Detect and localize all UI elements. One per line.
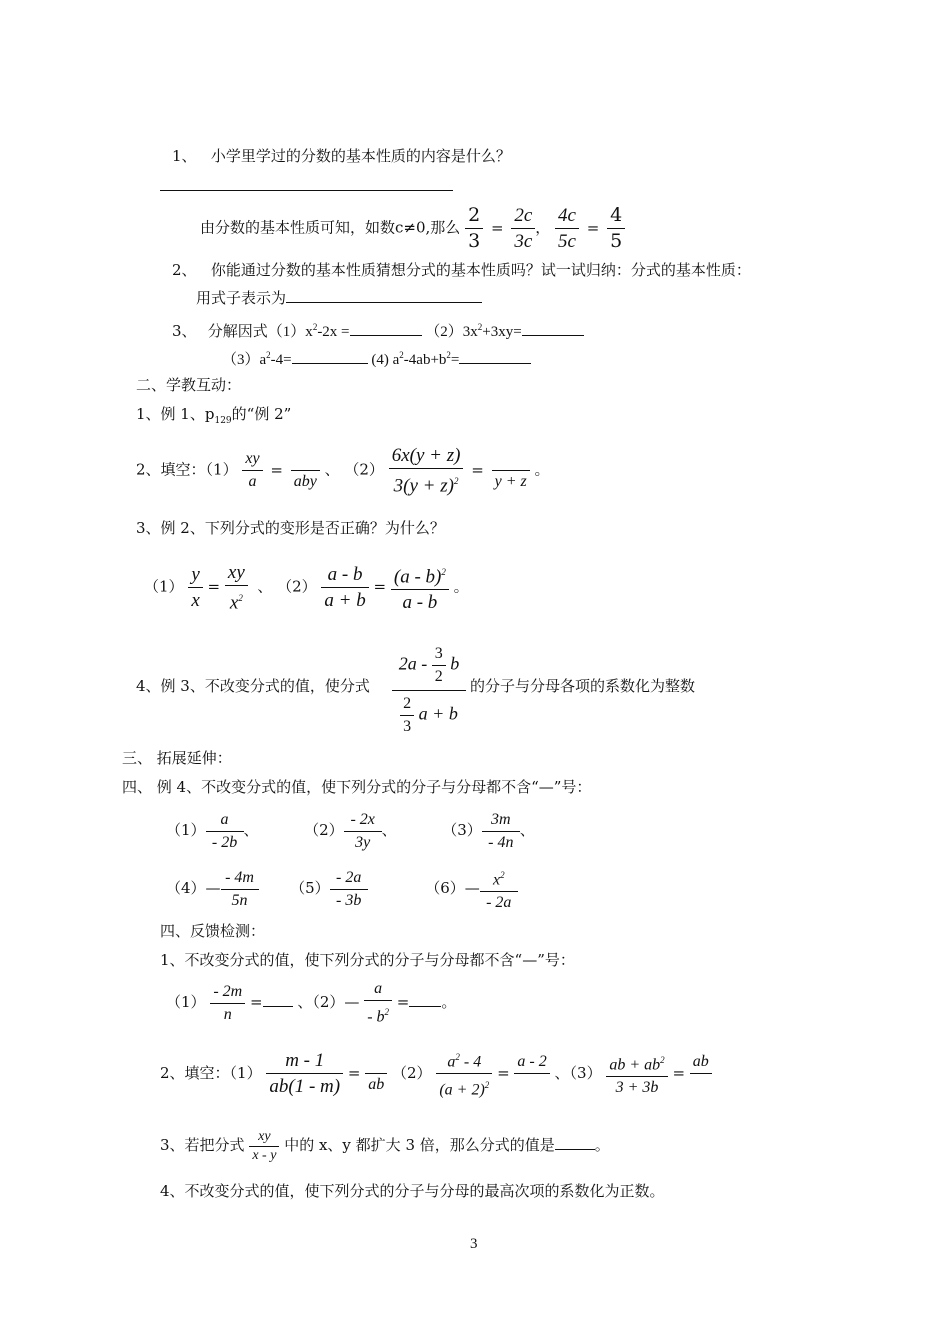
fraction-blank-ab[interactable]: ab xyxy=(365,1051,387,1096)
answer-blank[interactable] xyxy=(350,321,422,336)
fraction-2c-3c: $\frac{2c}{3c}$ xyxy=(511,203,535,254)
fraction-2m-n: $\frac{- 2m}{n}$ xyxy=(210,981,245,1026)
fraction-xy-a: $\frac{xy}{a}$ xyxy=(242,448,262,493)
feedback-q4: 4、不改变分式的值，使下列分式的分子与分母的最高次项的系数化为正数。 xyxy=(160,1182,665,1200)
section-2-title: 二、学教互动： xyxy=(136,376,242,394)
answer-blank[interactable] xyxy=(263,992,293,1007)
fraction-item-4: $\frac{- 4m}{5n}$ xyxy=(221,867,259,912)
fraction-ab-ab2: $\frac{ab + ab^2}{3 + 3b}$ xyxy=(606,1049,667,1099)
answer-blank[interactable] xyxy=(409,992,441,1007)
fraction-a-2-blank[interactable]: a - 2 xyxy=(514,1051,549,1096)
fraction-a2-4: $\frac{a^2 - 4}{(a + 2)^2}$ xyxy=(436,1046,492,1102)
complex-numerator: 2a - $\frac{3}{2}$ b xyxy=(392,643,466,691)
fraction-blank-yz[interactable]: y + z xyxy=(492,448,530,493)
fraction-4-5: $\frac{4}{5}$ xyxy=(607,203,625,254)
answer-blank[interactable] xyxy=(292,349,368,364)
fraction-blank-aby[interactable]: aby xyxy=(291,448,320,493)
example-4-row2: （4）— $\frac{- 4m}{5n}$ （5） $\frac{- 2a}{- 3b}$ （6）— $\frac{x^2}{- 2a}$ xyxy=(166,864,518,914)
q3-line2: $(3)a^2-4= (4)$ $a^2-4ab+b^2=$ xyxy=(222,345,531,370)
q2-line: 2、 你能通过分数的基本性质猜想分式的基本性质吗？试一试归纳：分式的基本性质： xyxy=(172,261,751,279)
fraction-y-x: $\frac{y}{x}$ xyxy=(188,562,202,613)
fraction-4c-5c: $\frac{4c}{5c}$ xyxy=(555,203,579,254)
fill-line: 2、填空：（1） $\frac{xy}{a}$ = aby 、 （2） $\frac{6x(y + z)}{3(y + z)^2}$ = y + z 。 xyxy=(136,445,550,497)
fraction-item-1: $\frac{a}{- 2b}$ xyxy=(206,809,244,854)
section-5-title: 四、反馈检测： xyxy=(160,922,266,940)
section-3-title: 三、 拓展延伸： xyxy=(122,749,232,767)
answer-blank[interactable] xyxy=(459,349,531,364)
example-4-row1: （1） $\frac{a}{- 2b}$ 、 （2） $\frac{- 2x}{3y}$ 、 （3） $\frac{3m}{- 4n}$ 、 xyxy=(166,806,535,854)
fraction-2-3: $\frac{2}{3}$ xyxy=(465,203,483,254)
answer-blank[interactable] xyxy=(286,288,482,303)
fraction-a-b2: $\frac{a}{- b^2}$ xyxy=(364,978,392,1028)
fraction-xy-x2: $\frac{xy}{x^2}$ xyxy=(225,560,248,615)
fraction-square: $\frac{(a - b)^2}{a - b}$ xyxy=(391,560,449,615)
fraction-6x-yz: $\frac{6x(y + z)}{3(y + z)^2}$ xyxy=(389,443,464,498)
complex-denominator: $\frac{2}{3}$ a + b xyxy=(392,691,466,738)
fraction-item-6: $\frac{x^2}{- 2a}$ xyxy=(480,864,518,914)
example-3-line: 4、例 3、不改变分式的值，使分式 xyxy=(136,677,370,695)
example-3-tail: 的分子与分母各项的系数化为整数 xyxy=(470,677,696,695)
fraction-a-minus-b: $\frac{a - b}{a + b}$ xyxy=(321,562,368,613)
complex-fraction xyxy=(392,643,466,738)
fraction-item-5: $\frac{- 2a}{- 3b}$ xyxy=(330,867,368,912)
feedback-q3: 3、若把分式 $\frac{xy}{x - y}$ 中的 x、y 都扩大 3 倍，那么分式的值是 。 xyxy=(160,1128,610,1163)
feedback-q1-formulas: （1） $\frac{- 2m}{n}$ = 、（2）— $\frac{a}{- b^2}$ = 。 xyxy=(166,978,456,1028)
fraction-item-3: $\frac{3m}{- 4n}$ xyxy=(482,809,520,854)
fraction-item-2: $\frac{- 2x}{3y}$ xyxy=(344,809,382,854)
feedback-q1: 1、不改变分式的值，使下列分式的分子与分母都不含“—”号： xyxy=(160,951,575,969)
example-2-formulas: （1） $\frac{y}{x}$ = $\frac{xy}{x^2}$ 、 （2） $\frac{a - b}{a + b}$ = $\frac{(a - b)^2}{a - b}$ 。 xyxy=(144,562,469,614)
example-1-line: 1、例 1、$p_{129}$的“例 2” xyxy=(136,405,292,426)
q2-sub-line: 用式子表示为 xyxy=(196,288,482,308)
q3-line: 3、 分解因式$(1)x^2-2x = (2)3x^2+3xy=$ xyxy=(172,317,584,342)
feedback-q2: 2、填空：（1） $\frac{m - 1}{ab(1 - m)}$ = ab （2） $\frac{a^2 - 4}{(a + 2)^2}$ = a - 2 、（3） $\frac{ab + ab^2}{3 + 3b}$ = ab xyxy=(160,1046,712,1102)
answer-blank[interactable] xyxy=(555,1135,595,1150)
fraction-m-1: $\frac{m - 1}{ab(1 - m)}$ xyxy=(266,1048,343,1099)
q1-answer-line xyxy=(160,190,453,191)
section-4-title: 四、 例 4、不改变分式的值，使下列分式的分子与分母都不含“—”号： xyxy=(122,778,592,796)
fraction-ab-blank[interactable]: ab xyxy=(690,1051,712,1096)
page-number: 3 xyxy=(470,1236,478,1252)
q1-note-line: 由分数的基本性质可知，如数c≠0,那么 $\frac{2}{3}$ = $\frac{2c}{3c}$ ， $\frac{4c}{5c}$ = $\frac{4}{5}$ xyxy=(200,203,625,254)
example-2-line: 3、例 2、下列分式的变形是否正确？为什么？ xyxy=(136,519,445,537)
answer-blank[interactable] xyxy=(522,321,584,336)
q1-line: 1、 小学里学过的分数的基本性质的内容是什么？ xyxy=(172,147,511,165)
fraction-xy-x-y: $\frac{xy}{x - y}$ xyxy=(249,1128,279,1165)
